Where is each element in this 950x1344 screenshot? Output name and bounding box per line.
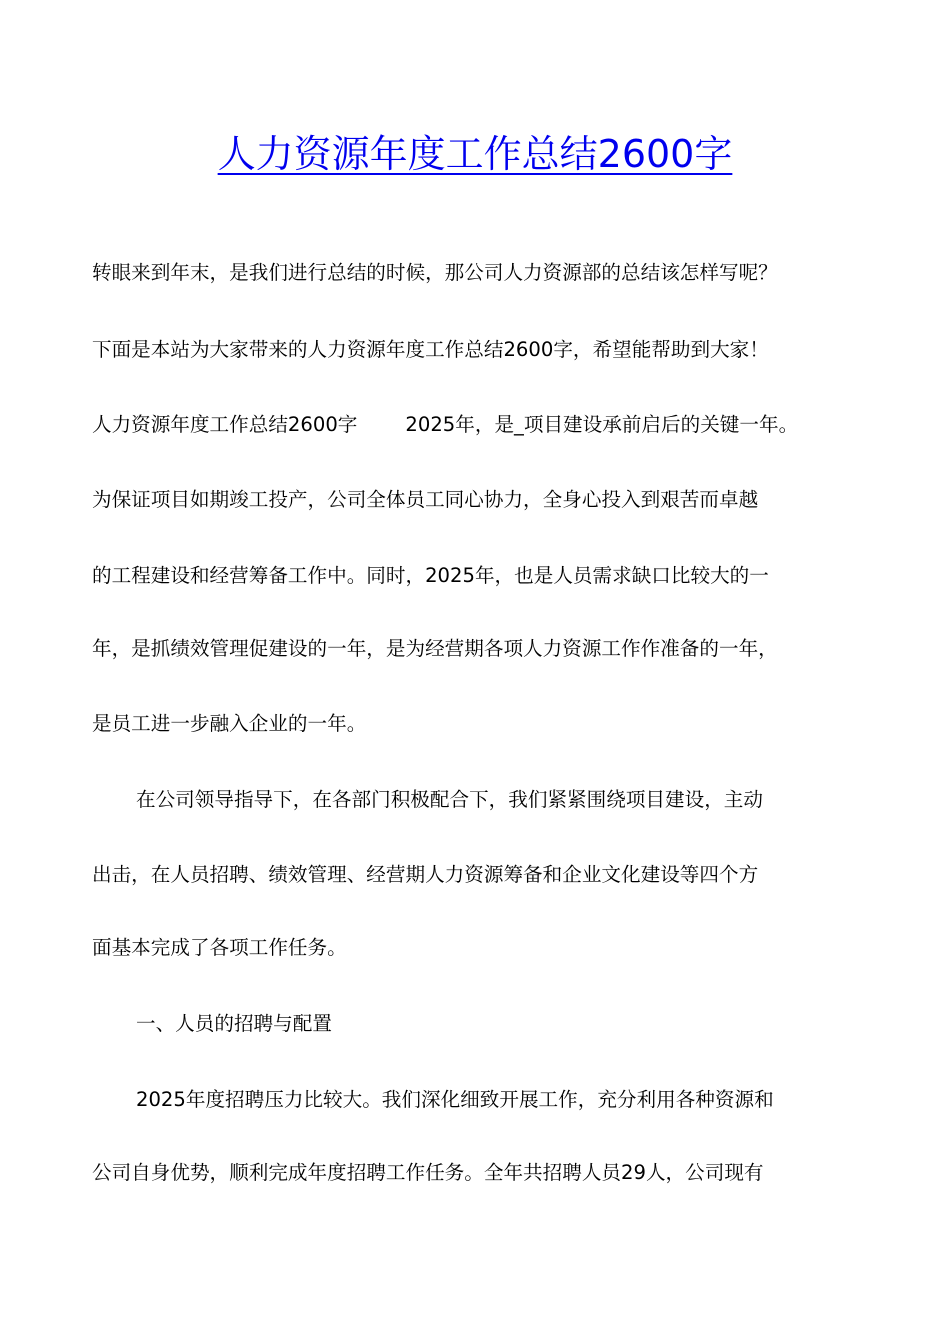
document-title[interactable]: 人力资源年度工作总结2600字: [217, 132, 733, 176]
section-heading: 一、人员的招聘与配置: [136, 1012, 332, 1035]
text-line: 是员工进一步融入企业的一年。: [92, 712, 367, 735]
text-line: 2025年度招聘压力比较大。我们深化细致开展工作，充分利用各种资源和: [136, 1088, 774, 1111]
text-line: 面基本完成了各项工作任务。: [92, 936, 347, 959]
text-line: 公司自身优势，顺利完成年度招聘工作任务。全年共招聘人员29人，公司现有: [92, 1161, 764, 1184]
text-line: [92, 410, 798, 440]
text-line: 转眼来到年末，是我们进行总结的时候，那公司人力资源部的总结该怎样写呢？: [92, 261, 778, 284]
text-line: 下面是本站为大家带来的人力资源年度工作总结2600字，希望能帮助到大家！: [92, 338, 769, 361]
subheading-inline: 人力资源年度工作总结2600字: [92, 413, 358, 436]
text-line: 在公司领导指导下，在各部门积极配合下，我们紧紧围绕项目建设，主动: [136, 788, 763, 811]
text-span: 2025年，是_项目建设承前启后的关键一年。: [405, 413, 799, 436]
text-line: 出击，在人员招聘、绩效管理、经营期人力资源筹备和企业文化建设等四个方: [92, 863, 759, 886]
text-line: 的工程建设和经营筹备工作中。同时，2025年，也是人员需求缺口比较大的一: [92, 564, 769, 587]
text-line: 年，是抓绩效管理促建设的一年，是为经营期各项人力资源工作作准备的一年，: [92, 637, 778, 660]
text-line: 为保证项目如期竣工投产，公司全体员工同心协力，全身心投入到艰苦而卓越: [92, 488, 759, 511]
